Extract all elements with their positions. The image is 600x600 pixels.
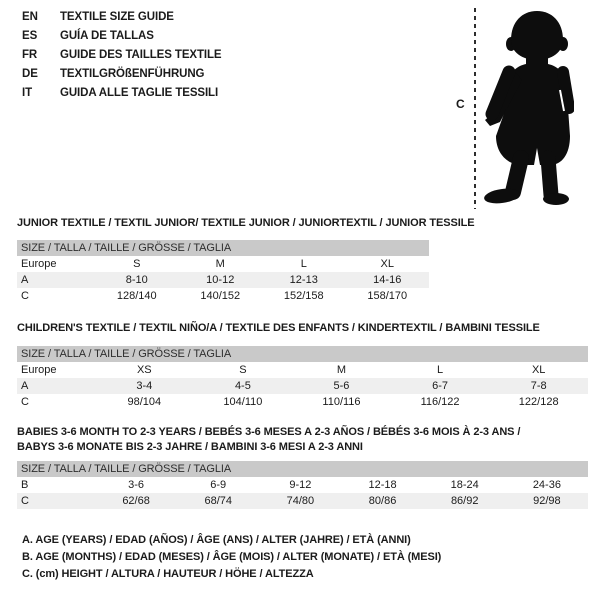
table-row [17,493,588,509]
row-label: B [21,479,29,491]
table-cell: 110/116 [322,396,361,408]
size-header-row [17,461,588,477]
table-cell: 9-12 [289,479,312,491]
size-header-bar: SIZE / TALLA / TAILLE / GRÖSSE / TAGLIA [17,346,588,362]
row-label: C [21,396,29,408]
table-cell: 80/86 [341,493,423,509]
table-cell: 3-4 [95,378,194,394]
size-header-row [17,240,429,256]
language-code: EN [22,11,38,23]
size-table [17,240,429,304]
table-cell: 68/74 [177,493,259,509]
table-row [17,394,588,410]
table-cell: 86/92 [424,493,506,509]
footnotes [22,532,441,583]
table-cell: 122/128 [518,396,559,408]
language-title: TEXTILE SIZE GUIDE [60,11,174,23]
language-title-list [22,8,222,103]
baby-silhouette-icon [482,8,574,208]
table-cell: 6-7 [391,378,490,394]
size-header-bar: SIZE / TALLA / TAILLE / GRÖSSE / TAGLIA [17,240,429,256]
table-cell: 158/170 [367,290,408,302]
footnote-line: A. AGE (YEARS) / EDAD (AÑOS) / ÂGE (ANS) / ALTER (JAHRE) / ETÀ (ANNI) [22,534,411,546]
table-row [17,378,588,394]
table-cell: 116/122 [420,396,460,408]
size-table [17,346,588,410]
table-cell: 92/98 [506,493,588,509]
size-guide-section [17,321,588,410]
size-guide-section [17,425,588,509]
table-cell: S [133,258,141,270]
table-cell: L [300,258,307,270]
table-cell: XS [136,364,152,376]
table-row [17,477,588,493]
language-code: IT [22,87,33,99]
language-code: DE [22,68,38,80]
table-cell: XL [531,364,546,376]
table-cell: 7-8 [489,378,588,394]
table-cell: 3-6 [128,479,145,491]
language-row [22,27,222,46]
table-cell: 4-5 [194,378,293,394]
row-label: C [17,493,95,509]
table-cell: 18-24 [450,479,479,491]
row-label: Europe [21,364,57,376]
row-label: C [21,290,29,302]
section-heading: BABIES 3-6 MONTH TO 2-3 YEARS / BEBÉS 3-6 MESES A 2-3 AÑOS / BÉBÉS 3-6 MOIS À 2-3 ANS / [17,426,521,438]
language-row [22,84,222,103]
table-cell: 98/104 [127,396,162,408]
height-measure-dotted-line [474,8,476,209]
table-cell: 12-13 [262,272,346,288]
table-cell: 24-36 [532,479,561,491]
table-cell: 62/68 [95,493,177,509]
table-row [17,288,429,304]
table-cell: 6-9 [210,479,227,491]
table-cell: 10-12 [179,272,263,288]
table-cell: 12-18 [368,479,397,491]
size-header-row [17,346,588,362]
table-cell: 5-6 [292,378,391,394]
table-cell: 104/110 [223,396,263,408]
table-cell: 140/152 [200,290,241,302]
size-guide-section [17,216,588,304]
language-row [22,8,222,27]
language-title: GUIDA ALLE TAGLIE TESSILI [60,87,219,99]
table-cell: M [215,258,225,270]
table-cell: XL [380,258,394,270]
table-cell: 128/140 [116,290,157,302]
table-row [17,362,588,378]
footnote-line: B. AGE (MONTHS) / EDAD (MESES) / ÂGE (MOIS) / ALTER (MONATE) / ETÀ (MESI) [22,551,442,563]
section-heading: JUNIOR TEXTILE / TEXTIL JUNIOR/ TEXTILE JUNIOR / JUNIORTEXTIL / JUNIOR TESSILE [17,217,475,229]
language-row [22,46,222,65]
language-title: GUIDE DES TAILLES TEXTILE [60,49,222,61]
language-title: TEXTILGRÖßENFÜHRUNG [60,68,205,80]
size-header-bar: SIZE / TALLA / TAILLE / GRÖSSE / TAGLIA [17,461,588,477]
table-cell: L [437,364,444,376]
row-label: A [17,272,95,288]
table-cell: S [239,364,247,376]
language-title: GUÍA DE TALLAS [60,30,154,42]
table-cell: 152/158 [283,290,324,302]
table-row [17,256,429,272]
table-cell: 8-10 [95,272,179,288]
row-label: Europe [21,258,57,270]
baby-figure [440,0,600,220]
language-code: FR [22,49,38,61]
section-heading: CHILDREN'S TEXTILE / TEXTIL NIÑO/A / TEXTILE DES ENFANTS / KINDERTEXTIL / BAMBINI TESSILE [17,322,540,334]
footnote-line: C. (cm) HEIGHT / ALTURA / HAUTEUR / HÖHE / ALTEZZA [22,568,314,580]
table-cell: 74/80 [259,493,341,509]
table-cell: 14-16 [346,272,430,288]
section-heading: BABYS 3-6 MONATE BIS 2-3 JAHRE / BAMBINI 3-6 MESI A 2-3 ANNI [17,441,363,453]
table-cell: M [336,364,347,376]
table-row [17,272,429,288]
height-measure-label: C [456,97,465,111]
size-table [17,461,588,509]
row-label: A [17,378,95,394]
language-code: ES [22,30,38,42]
language-row [22,65,222,84]
